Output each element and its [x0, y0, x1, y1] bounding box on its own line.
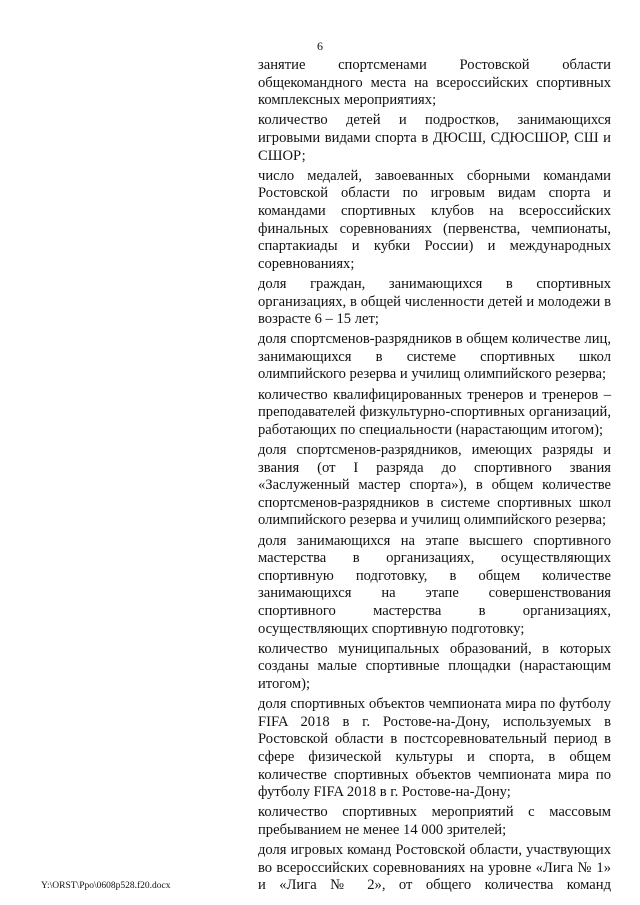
paragraph: доля занимающихся на этапе высшего спортивного мастерства в организациях, осуществляющих спортивную подготовку, в общем количестве занимающихся на этапе совершенствования спортивного мастерства в организациях, осуществляющих спортивную подготовку; — [258, 532, 611, 637]
paragraph: доля игровых команд Ростовской области, участвующих во всероссийских соревнованиях на уровне «Лига № 1» и «Лига № 2», от общего количества команд — [258, 842, 611, 894]
paragraph: доля спортсменов-разрядников в общем количестве лиц, занимающихся в системе спортивных школ олимпийского резерва и училищ олимпийского резерва; — [258, 331, 611, 383]
paragraph: занятие спортсменами Ростовской области общекомандного места на всероссийских спортивных комплексных мероприятиях; — [258, 57, 611, 109]
paragraph: доля граждан, занимающихся в спортивных организациях, в общей численности детей и молодежи в возрасте 6 – 15 лет; — [258, 275, 611, 328]
paragraph: доля спортсменов-разрядников, имеющих разряды и звания (от I разряда до спортивного звания «Заслуженный мастер спорта»), в общем количестве спортсменов-разрядников в системе спортивных школ олимпийского резерва и училищ олимпийского резерва; — [258, 442, 611, 529]
paragraph: количество детей и подростков, занимающихся игровыми видами спорта в ДЮСШ, СДЮСШОР, СШ и СШОР; — [258, 112, 611, 164]
paragraph: количество спортивных мероприятий с массовым пребыванием не менее 14 000 зрителей; — [258, 804, 611, 838]
paragraph: количество муниципальных образований, в которых созданы малые спортивные площадки (нарастающим итогом); — [258, 640, 611, 692]
page-number: 6 — [317, 39, 323, 53]
footer-file-path: Y:\ORST\Ppo\0608p528.f20.docx — [41, 881, 171, 891]
paragraph: количество квалифицированных тренеров и тренеров – преподавателей физкультурно-спортивных организаций, работающих по специальности (нарастающим итогом); — [258, 386, 611, 438]
paragraph: доля спортивных объектов чемпионата мира по футболу FIFA 2018 в г. Ростове-на-Дону, используемых в Ростовской области в постсоревновательный период в сфере физической культуры и спорта, в общем количестве спортивных объектов чемпионата мира по футболу FIFA 2018 в г. Ростове-на-Дону; — [258, 696, 611, 801]
paragraph: число медалей, завоеванных сборными командами Ростовской области по игровым видам спорта и командами спортивных клубов на всероссийских финальных соревнованиях (первенства, чемпионаты, спартакиады и кубки России) и международных соревнованиях; — [258, 167, 611, 272]
document-body — [258, 57, 611, 897]
